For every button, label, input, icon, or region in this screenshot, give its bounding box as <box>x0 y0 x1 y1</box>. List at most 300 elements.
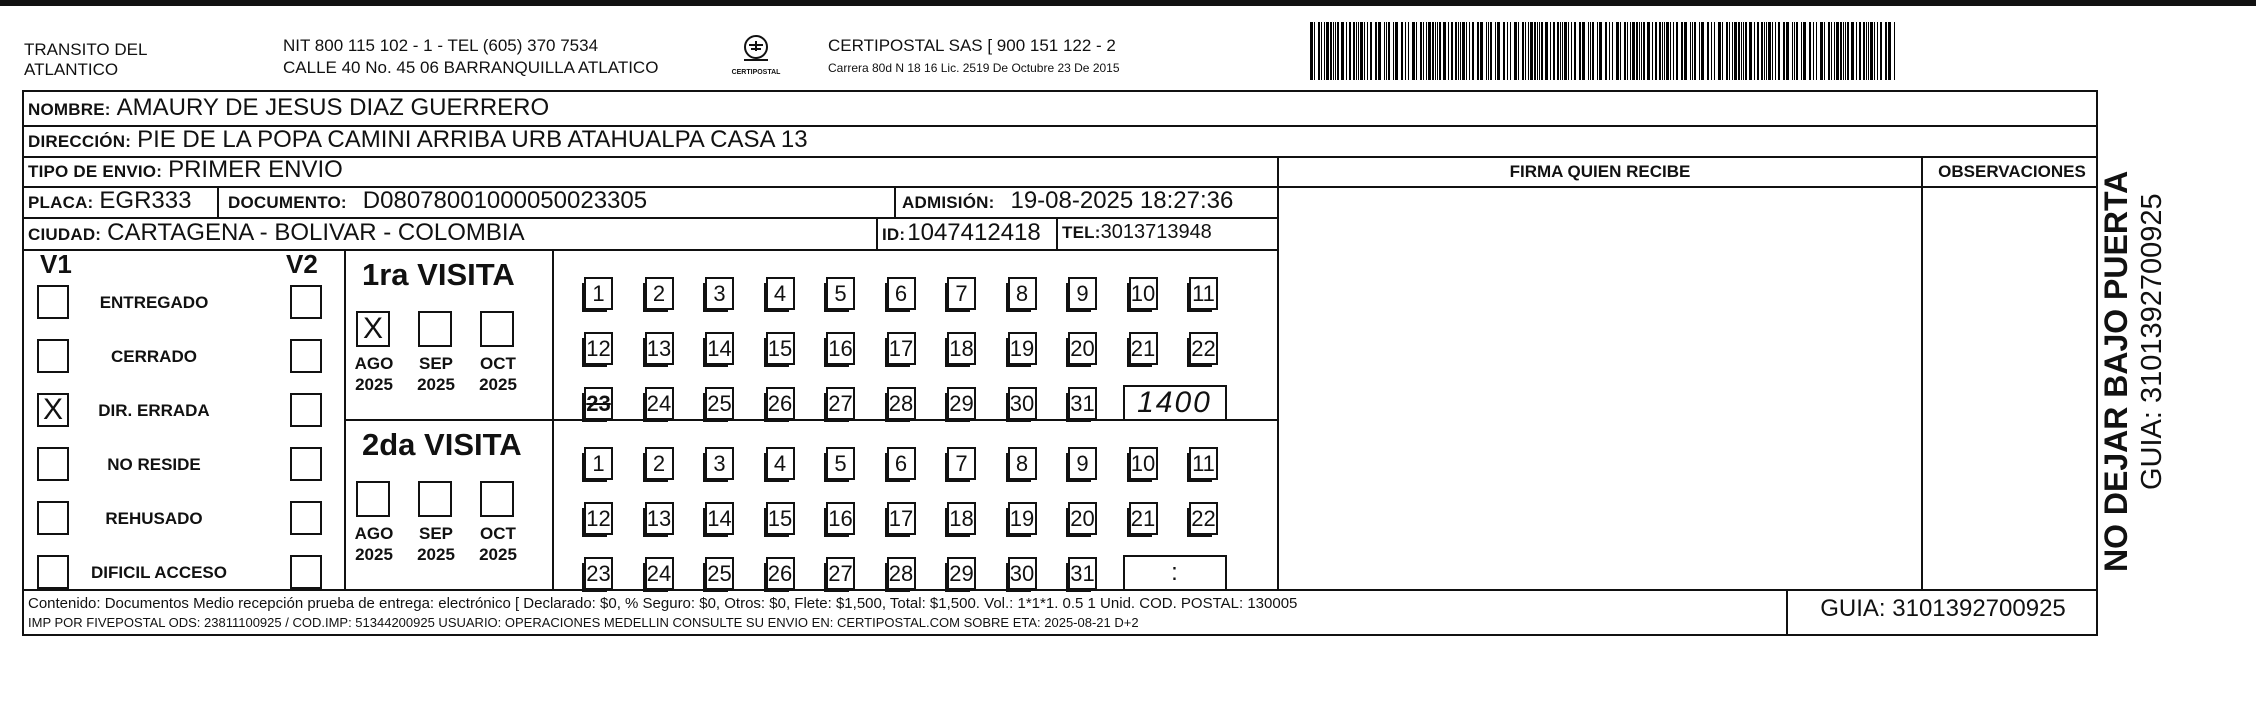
barcode-bar <box>1699 22 1700 80</box>
barcode-bar <box>1337 22 1339 80</box>
barcode-bar <box>1451 22 1453 80</box>
day-box[interactable]: 10 <box>1129 277 1158 310</box>
barcode-bar <box>1358 22 1359 80</box>
second-visit-title: 2da VISITA <box>362 427 522 462</box>
barcode-bar <box>1466 22 1467 80</box>
barcode-bar <box>1416 22 1417 80</box>
courier-info: CERTIPOSTAL SAS [ 900 151 122 - 2 Carrera 80d N 18 16 Lic. 2519 De Octubre 23 De 2015 <box>828 36 1120 75</box>
day-box[interactable]: 4 <box>766 277 795 310</box>
delivery-form <box>22 90 2098 636</box>
barcode-bar <box>1701 22 1704 80</box>
barcode-bar <box>1885 22 1887 80</box>
documento-value: D08078001000050023305 <box>362 187 648 214</box>
second-visit-panel <box>346 421 552 589</box>
barcode-bar <box>1458 22 1459 80</box>
day-box[interactable]: 13 <box>645 502 674 535</box>
barcode-bar <box>1749 22 1752 80</box>
day-box[interactable]: 2 <box>645 277 674 310</box>
barcode <box>1310 22 1900 80</box>
barcode-bar <box>1609 22 1610 80</box>
barcode-bar <box>1870 22 1873 80</box>
barcode-bar <box>1764 22 1765 80</box>
barcode-bar <box>1488 22 1489 80</box>
day-box[interactable]: 17 <box>887 332 916 365</box>
barcode-bar <box>1395 22 1398 80</box>
barcode-bar <box>1486 22 1487 80</box>
v2-checkbox-5[interactable] <box>290 555 322 589</box>
tipo-envio-value: PRIMER ENVIO <box>168 156 343 183</box>
admision-field: ADMISIÓN: 19-08-2025 18:27:36 <box>902 187 1234 214</box>
day-box[interactable]: 23 <box>584 557 613 590</box>
month-label: AGO 2025 <box>354 524 394 564</box>
barcode-bar <box>1460 22 1461 80</box>
barcode-bar <box>1514 22 1517 80</box>
first-visit-title: 1ra VISITA <box>362 257 515 292</box>
barcode-bar <box>1564 22 1567 80</box>
day-box[interactable]: 8 <box>1008 447 1037 480</box>
barcode-bar <box>1783 22 1785 80</box>
barcode-bar <box>1768 22 1771 80</box>
day-box[interactable]: 15 <box>766 332 795 365</box>
barcode-bar <box>1711 22 1712 80</box>
day-box[interactable]: 10 <box>1129 447 1158 480</box>
day-box[interactable]: 21 <box>1129 332 1158 365</box>
barcode-bar <box>1868 22 1869 80</box>
id-field: ID: 1047412418 <box>882 219 1041 246</box>
barcode-bar <box>1643 22 1645 80</box>
barcode-bar <box>1335 22 1336 80</box>
placa-value: EGR333 <box>99 187 192 214</box>
ciudad-value: CARTAGENA - BOLIVAR - COLOMBIA <box>107 219 525 246</box>
barcode-bar <box>1435 22 1436 80</box>
day-box[interactable]: 9 <box>1068 447 1097 480</box>
barcode-bar <box>1738 22 1740 80</box>
barcode-bar <box>1694 22 1696 80</box>
v1-checkbox-4[interactable] <box>37 501 69 535</box>
day-box[interactable]: 5 <box>826 447 855 480</box>
barcode-bar <box>1592 22 1594 80</box>
side-guia: GUIA: 3101392700925 <box>2136 193 2168 490</box>
barcode-bar <box>1684 22 1687 80</box>
day-box[interactable]: 24 <box>645 387 674 420</box>
day-box[interactable]: 16 <box>826 332 855 365</box>
id-value: 1047412418 <box>907 219 1041 246</box>
barcode-bar <box>1778 22 1780 80</box>
guia-box: GUIA: 3101392700925 <box>1820 595 2066 622</box>
barcode-bar <box>1632 22 1635 80</box>
day-box[interactable]: 12 <box>584 502 613 535</box>
v1-checkbox-3[interactable] <box>37 447 69 481</box>
barcode-bar <box>1859 22 1861 80</box>
barcode-bar <box>1310 22 1313 80</box>
day-box[interactable]: 12 <box>584 332 613 365</box>
day-box[interactable]: 11 <box>1189 277 1218 310</box>
barcode-bar <box>1888 22 1891 80</box>
barcode-bar <box>1326 22 1329 80</box>
barcode-bar <box>1647 22 1650 80</box>
barcode-bar <box>1834 22 1835 80</box>
day-box[interactable]: 18 <box>947 502 976 535</box>
barcode-bar <box>1426 22 1427 80</box>
day-box[interactable]: 4 <box>766 447 795 480</box>
barcode-bar <box>1863 22 1865 80</box>
barcode-bar <box>1718 22 1721 80</box>
nombre-row: NOMBRE: AMAURY DE JESUS DIAZ GUERRERO <box>28 94 550 121</box>
barcode-bar <box>1754 22 1755 80</box>
time-field[interactable]: : <box>1123 555 1227 591</box>
day-box[interactable]: 7 <box>947 447 976 480</box>
day-box[interactable]: 24 <box>645 557 674 590</box>
barcode-bar <box>1462 22 1465 80</box>
day-box[interactable]: 5 <box>826 277 855 310</box>
barcode-bar <box>1522 22 1524 80</box>
barcode-bar <box>1341 22 1344 80</box>
barcode-bar <box>1367 22 1368 80</box>
day-box[interactable]: 1 <box>584 447 613 480</box>
barcode-bar <box>1722 22 1723 80</box>
day-box[interactable]: 3 <box>705 277 734 310</box>
barcode-bar <box>1673 22 1674 80</box>
barcode-bar <box>1455 22 1457 80</box>
barcode-bar <box>1803 22 1806 80</box>
v2-checkbox-3[interactable] <box>290 447 322 481</box>
barcode-bar <box>1732 22 1733 80</box>
barcode-bar <box>1384 22 1385 80</box>
barcode-bar <box>1568 22 1569 80</box>
barcode-bar <box>1550 22 1551 80</box>
day-box[interactable]: 29 <box>947 557 976 590</box>
barcode-bar <box>1324 22 1325 80</box>
barcode-bar <box>1616 22 1619 80</box>
barcode-bar <box>1796 22 1798 80</box>
barcode-bar <box>1386 22 1387 80</box>
v1-checkbox-5[interactable] <box>37 555 69 589</box>
barcode-bar <box>1477 22 1479 80</box>
day-box[interactable]: 14 <box>705 502 734 535</box>
day-box[interactable]: 9 <box>1068 277 1097 310</box>
barcode-bar <box>1874 22 1875 80</box>
barcode-bar <box>1375 22 1377 80</box>
tel-value: 3013713948 <box>1100 221 1212 243</box>
no-dejar-warning: NO DEJAR BAJO PUERTA <box>2098 170 2134 572</box>
month-label: SEP 2025 <box>417 354 455 394</box>
barcode-bar <box>1590 22 1591 80</box>
barcode-bar <box>1333 22 1334 80</box>
month-box-oct[interactable] <box>480 481 514 517</box>
day-box[interactable]: 11 <box>1189 447 1218 480</box>
day-box[interactable]: 26 <box>766 387 795 420</box>
nombre-value: AMAURY DE JESUS DIAZ GUERRERO <box>116 94 550 121</box>
barcode-bar <box>1553 22 1555 80</box>
day-box[interactable]: 29 <box>947 387 976 420</box>
month-box-oct[interactable] <box>480 311 514 347</box>
day-box[interactable]: 25 <box>705 557 734 590</box>
day-box[interactable]: 31 <box>1068 387 1097 420</box>
day-box[interactable]: 22 <box>1189 332 1218 365</box>
barcode-bar <box>1612 22 1613 80</box>
barcode-bar <box>1636 22 1638 80</box>
day-box[interactable]: 27 <box>826 387 855 420</box>
barcode-bar <box>1428 22 1431 80</box>
barcode-bar <box>1597 22 1598 80</box>
status-label-5: DIFICIL ACCESO <box>90 563 227 582</box>
barcode-bar <box>1775 22 1776 80</box>
barcode-bar <box>1356 22 1357 80</box>
barcode-bar <box>1480 22 1483 80</box>
barcode-bar <box>1757 22 1759 80</box>
day-box[interactable]: 3 <box>705 447 734 480</box>
admision-value: 19-08-2025 18:27:36 <box>1010 187 1234 214</box>
barcode-bar <box>1490 22 1492 80</box>
barcode-bar <box>1518 22 1519 80</box>
day-box[interactable]: 20 <box>1068 332 1097 365</box>
day-box[interactable]: 31 <box>1068 557 1097 590</box>
barcode-bar <box>1630 22 1631 80</box>
barcode-bar <box>1469 22 1470 80</box>
day-box[interactable]: 15 <box>766 502 795 535</box>
imp-line: IMP POR FIVEPOSTAL ODS: 23811100925 / COD.IMP: 51344200925 USUARIO: OPERACIONES MEDELLIN CONSULTE SU ENVIO EN: CERTIPOSTAL.COM SOBRE ETA: 2025-08-21 D+2 <box>28 615 1139 630</box>
certipostal-logo: CERTIPOSTAL <box>730 34 782 84</box>
barcode-bar <box>1353 22 1355 80</box>
barcode-bar <box>1605 22 1607 80</box>
day-box[interactable]: 27 <box>826 557 855 590</box>
barcode-bar <box>1824 22 1825 80</box>
barcode-bar <box>1662 22 1663 80</box>
barcode-bar <box>1659 22 1661 80</box>
barcode-bar <box>1714 22 1715 80</box>
barcode-bar <box>1851 22 1854 80</box>
day-box[interactable]: 13 <box>645 332 674 365</box>
barcode-bar <box>1318 22 1320 80</box>
month-label: OCT 2025 <box>479 524 517 564</box>
barcode-bar <box>1545 22 1548 80</box>
barcode-bar <box>1537 22 1538 80</box>
day-box[interactable]: 17 <box>887 502 916 535</box>
month-box-sep[interactable] <box>418 481 452 517</box>
barcode-bar <box>1786 22 1789 80</box>
v2-checkbox-2[interactable] <box>290 393 322 427</box>
barcode-bar <box>1507 22 1508 80</box>
barcode-bar <box>1676 22 1678 80</box>
day-box[interactable]: 21 <box>1129 502 1158 535</box>
barcode-bar <box>1840 22 1842 80</box>
status-label-0: ENTREGADO <box>99 293 209 312</box>
day-box[interactable]: 16 <box>826 502 855 535</box>
barcode-bar <box>1364 22 1365 80</box>
barcode-bar <box>1794 22 1795 80</box>
v1-checkbox-2[interactable] <box>37 393 69 427</box>
barcode-bar <box>1588 22 1589 80</box>
barcode-bar <box>1792 22 1793 80</box>
barcode-bar <box>1801 22 1802 80</box>
barcode-bar <box>1813 22 1814 80</box>
barcode-bar <box>1437 22 1438 80</box>
barcode-bar <box>1439 22 1441 80</box>
day-box[interactable]: 26 <box>766 557 795 590</box>
v1-checkbox-1[interactable] <box>37 339 69 373</box>
barcode-bar <box>1571 22 1572 80</box>
barcode-bar <box>1405 22 1406 80</box>
day-box[interactable]: 2 <box>645 447 674 480</box>
company-name: TRANSITO DEL ATLANTICO <box>24 40 148 79</box>
day-box[interactable]: 23 <box>584 387 613 420</box>
barcode-bar <box>1574 22 1576 80</box>
checkmark: X <box>362 312 383 345</box>
barcode-bar <box>1664 22 1665 80</box>
observaciones-area[interactable] <box>1925 217 2095 587</box>
barcode-bar <box>1734 22 1737 80</box>
barcode-bar <box>1843 22 1844 80</box>
first-visit-panel <box>346 251 552 419</box>
barcode-bar <box>1560 22 1561 80</box>
barcode-bar <box>1820 22 1823 80</box>
status-label-4: REHUSADO <box>105 509 203 528</box>
direccion-value: PIE DE LA POPA CAMINI ARRIBA URB ATAHUALPA CASA 13 <box>137 126 808 153</box>
v2-checkbox-0[interactable] <box>290 285 322 319</box>
barcode-bar <box>1627 22 1628 80</box>
day-box[interactable]: 28 <box>887 557 916 590</box>
ciudad-field: CIUDAD: CARTAGENA - BOLIVAR - COLOMBIA <box>28 219 525 246</box>
barcode-bar <box>1330 22 1332 80</box>
barcode-bar <box>1845 22 1846 80</box>
barcode-bar <box>1836 22 1839 80</box>
documento-field: DOCUMENTO: D08078001000050023305 <box>228 187 648 214</box>
barcode-bar <box>1582 22 1585 80</box>
v2-checkbox-1[interactable] <box>290 339 322 373</box>
barcode-bar <box>1412 22 1415 80</box>
barcode-bar <box>1729 22 1730 80</box>
status-section <box>24 249 344 589</box>
v1-checkbox-0[interactable] <box>37 285 69 319</box>
day-box[interactable]: 6 <box>887 277 916 310</box>
barcode-bar <box>1745 22 1747 80</box>
barcode-bar <box>1388 22 1390 80</box>
barcode-bar <box>1557 22 1559 80</box>
barcode-bar <box>1539 22 1540 80</box>
month-box-ago[interactable] <box>356 311 390 347</box>
barcode-bar <box>1766 22 1767 80</box>
barcode-bar <box>1877 22 1878 80</box>
firma-area[interactable] <box>1281 217 1919 587</box>
day-box[interactable]: 1 <box>584 277 613 310</box>
company-contact: NIT 800 115 102 - 1 - TEL (605) 370 7534 CALLE 40 No. 45 06 BARRANQUILLA ATLATICO <box>283 36 659 77</box>
barcode-bar <box>1432 22 1434 80</box>
day-box[interactable]: 6 <box>887 447 916 480</box>
barcode-bar <box>1510 22 1511 80</box>
barcode-bar <box>1314 22 1315 80</box>
day-box[interactable]: 28 <box>887 387 916 420</box>
day-box[interactable]: 14 <box>705 332 734 365</box>
day-box[interactable]: 18 <box>947 332 976 365</box>
barcode-bar <box>1670 22 1671 80</box>
barcode-bar <box>1541 22 1543 80</box>
day-box[interactable]: 20 <box>1068 502 1097 535</box>
top-border <box>0 0 2256 6</box>
barcode-bar <box>1624 22 1626 80</box>
barcode-bar <box>1321 22 1322 80</box>
month-label: OCT 2025 <box>479 354 517 394</box>
observaciones-header: OBSERVACIONES <box>1938 162 2086 181</box>
barcode-bar <box>1772 22 1773 80</box>
barcode-bar <box>1809 22 1811 80</box>
day-box[interactable]: 30 <box>1008 557 1037 590</box>
barcode-bar <box>1690 22 1691 80</box>
barcode-bar <box>1641 22 1642 80</box>
barcode-bar <box>1530 22 1533 80</box>
barcode-bar <box>1620 22 1621 80</box>
barcode-bar <box>1448 22 1449 80</box>
barcode-bar <box>1370 22 1372 80</box>
barcode-bar <box>1534 22 1536 80</box>
barcode-bar <box>1894 22 1895 80</box>
barcode-bar <box>1847 22 1849 80</box>
barcode-bar <box>1579 22 1581 80</box>
day-box[interactable]: 19 <box>1008 332 1037 365</box>
barcode-bar <box>1423 22 1424 80</box>
tipo-envio-row: TIPO DE ENVIO: PRIMER ENVIO <box>28 156 343 183</box>
month-label: AGO 2025 <box>354 354 394 394</box>
barcode-bar <box>1346 22 1347 80</box>
barcode-bar <box>1856 22 1857 80</box>
barcode-bar <box>1726 22 1728 80</box>
day-box[interactable]: 19 <box>1008 502 1037 535</box>
barcode-bar <box>1639 22 1640 80</box>
barcode-bar <box>1761 22 1763 80</box>
second-visit-days <box>554 421 1276 589</box>
contenido-line: Contenido: Documentos Medio recepción prueba de entrega: electrónico [ Declarado: $0, % Seguro: $0, Otros: $0, Flete: $1,500, Total: $1,500. Vol.: 1*1*1. 0.5 1 Unid. COD. POSTAL: 130005 <box>28 595 1298 612</box>
barcode-bar <box>1707 22 1709 80</box>
month-box-ago[interactable] <box>356 481 390 517</box>
firma-header: FIRMA QUIEN RECIBE <box>1509 162 1691 181</box>
barcode-bar <box>1666 22 1669 80</box>
barcode-bar <box>1378 22 1381 80</box>
barcode-bar <box>1655 22 1657 80</box>
day-box[interactable]: 7 <box>947 277 976 310</box>
barcode-bar <box>1816 22 1817 80</box>
barcode-bar <box>1866 22 1867 80</box>
tel-field: TEL: 3013713948 <box>1062 221 1212 243</box>
month-label: SEP 2025 <box>417 524 455 564</box>
day-box[interactable]: 30 <box>1008 387 1037 420</box>
barcode-bar <box>1525 22 1526 80</box>
barcode-bar <box>1443 22 1446 80</box>
placa-field: PLACA: EGR333 <box>28 187 192 214</box>
day-box[interactable]: 25 <box>705 387 734 420</box>
barcode-bar <box>1743 22 1744 80</box>
status-label-2: DIR. ERRADA <box>98 401 210 420</box>
status-label-1: CERRADO <box>111 347 197 366</box>
first-visit-days <box>554 251 1276 419</box>
checkmark: X <box>42 393 63 426</box>
barcode-bar <box>1360 22 1363 80</box>
day-box[interactable]: 8 <box>1008 277 1037 310</box>
direccion-row: DIRECCIÓN: PIE DE LA POPA CAMINI ARRIBA URB ATAHUALPA CASA 13 <box>28 126 808 153</box>
v2-header: V2 <box>286 249 318 279</box>
barcode-bar <box>1497 22 1500 80</box>
v2-checkbox-4[interactable] <box>290 501 322 535</box>
barcode-bar <box>1652 22 1653 80</box>
barcode-bar <box>1495 22 1496 80</box>
barcode-bar <box>1681 22 1683 80</box>
day-box[interactable]: 22 <box>1189 502 1218 535</box>
barcode-bar <box>1349 22 1351 80</box>
month-box-sep[interactable] <box>418 311 452 347</box>
barcode-bar <box>1472 22 1474 80</box>
time-field[interactable]: 1400 <box>1123 385 1227 421</box>
barcode-bar <box>1503 22 1505 80</box>
barcode-bar <box>1599 22 1602 80</box>
barcode-bar <box>1401 22 1403 80</box>
